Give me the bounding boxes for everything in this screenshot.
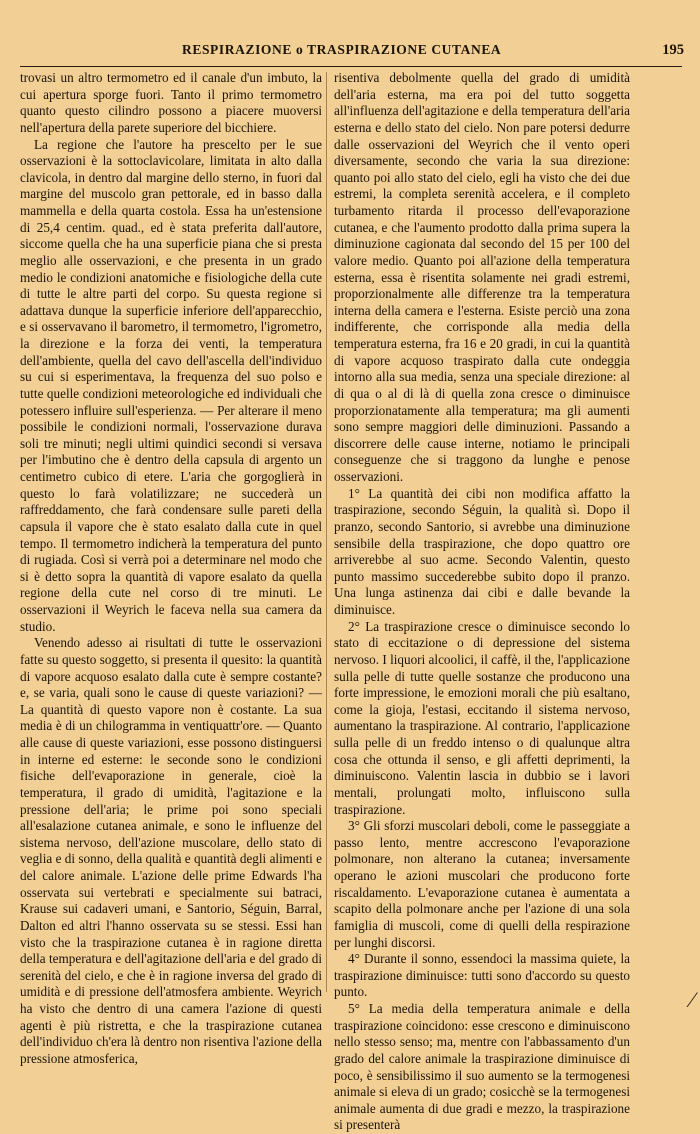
- paragraph: risentiva debolmente quella del grado di umidità dell'aria esterna, ma era poi del tutto soggetta all'influenza dell'agitazione e della temperatura dell'aria esterna e dello stato del cielo. Non pare potersi dedurre dalle osservazioni del Weyrich che il vento operi diversamente, secondo che varia la sua direzione: quanto poi allo stato del cielo, egli ha visto che dei due estremi, la completa serenità accelera, e il completo turbamento ritarda il processo dell'evaporazione cutanea, e che l'aumento prodotto dalla prima supera la diminuzione cagionata dal secondo del 15 per 100 del valore medio. Quanto poi all'azione della temperatura esterna, essa è risentita solamente nei gradi estremi, proporzionalmente alle differenze tra la temperatura interna della camera e l'esterna. Esiste perciò una zona indifferente, che corrisponde alla media della temperatura esterna, fra 16 e 20 gradi, in cui la quantità di vapore acquoso traspirato dalla cute ondeggia intorno alla sua media, senza una speciale direzione: al di qua o al di là di quella zona cresce o diminuisce proporzionatamente alla temperatura; ma gli aumenti sono sempre maggiori delle diminuzioni. Passando a discorrere delle cause interne, notiamo le principali conseguenze che si traggono da lunghe e penose osservazioni.: [334, 70, 630, 484]
- paragraph: 1° La quantità dei cibi non modifica affatto la traspirazione, secondo Séguin, la qualità sì. Dopo il pranzo, secondo Santorio, si avrebbe una diminuzione sensibile della traspirazione, che dopo quattro ore arriverebbe al suo acme. Secondo Valentin, questo punto massimo succederebbe subito dopo il pranzo. Una lunga astinenza dai cibi e dalle bevande la diminuisce.: [334, 485, 630, 617]
- paragraph: 5° La media della temperatura animale e della traspirazione coincidono: esse crescono e diminuiscono nello stesso senso; ma, mentre con l'abbassamento d'un grado del calore animale la traspirazione diminuisce di poco, è sensibilissimo il suo aumento se la termogenesi animale si eleva di un grado; cosicchè se la termogenesi animale aumenta di due gradi e mezzo, la traspirazione si presenterà: [334, 1001, 630, 1133]
- paragraph: 2° La traspirazione cresce o diminuisce secondo lo stato di eccitazione o di depressione del sistema nervoso. I liquori alcoolici, il caffè, il the, l'applicazione sulla pelle di tutte quelle sostanze che producono una forte impressione, le emozioni morali che più esaltano, come la gioja, l'estasi, eccitando il sistema nervoso, aumentano la traspirazione. Al contrario, l'applicazione sulla pelle di un freddo intenso o di qualunque altra cosa che ottunda il senso, e gli affetti deprimenti, la diminuiscono. Valentin lascia in dubbio se i lavori mentali, prolungati molto, influiscono sulla traspirazione.: [334, 618, 630, 817]
- header-rule: [20, 66, 682, 67]
- right-column: [334, 70, 630, 1134]
- paragraph: trovasi un altro termometro ed il canale d'un imbuto, la cui apertura sporge fuori. Tanto il primo termometro quanto questo cilindro possono a piacere muoversi nell'apertura della parete superiore del bicchiere.: [20, 70, 322, 135]
- paragraph: 4° Durante il sonno, essendoci la massima quiete, la traspirazione diminuisce: tutti sono d'accordo su questo punto.: [334, 951, 630, 1000]
- column-divider: [326, 72, 327, 992]
- page-header: [0, 42, 700, 66]
- running-title: RESPIRAZIONE o TRASPIRAZIONE CUTANEA: [182, 42, 502, 57]
- left-column: [20, 70, 322, 1068]
- pen-mark: ⁄: [690, 987, 694, 1012]
- paragraph: Venendo adesso ai risultati di tutte le osservazioni fatte su questo soggetto, si presenta il quesito: la quantità di vapore acquoso esalato dalla cute è sempre costante? e, se varia, quali sono le cause di queste variazioni? — La quantità di questo vapore non è costante. La sua media è di un chilogramma in ventiquattr'ore. — Quanto alle cause di queste variazioni, esse possono distinguersi in interne ed esterne: le seconde sono le condizioni fisiche dell'evaporazione in generale, cioè la temperatura, il grado di umidità, l'agitazione e la pressione dell'aria; le prime poi sono speciali all'esalazione cutanea animale, e sono le influenze del sistema nervoso, dell'azione muscolare, dello stato di veglia e di sonno, della qualità e quantità degli alimenti e del calore animale. L'azione delle prime Edwards l'ha osservata sui vertebrati e specialmente sui batraci, Krause sui cadaveri umani, e Santorio, Séguin, Barral, Dalton ed altri l'hanno osservata su se stessi. Essi han visto che la traspirazione cutanea è in ragione diretta della temperatura e dell'agitazione dell'aria e del grado di serenità del cielo, e che è in ragione inversa del grado di umidità e di pressione dell'atmosfera ambiente. Weyrich ha visto che dentro di una camera l'azione di questi agenti è più ristretta, e che la traspirazione cutanea dell'individuo ch'era là dentro non risentiva l'azione della pressione atmosferica,: [20, 635, 322, 1066]
- paragraph: La regione che l'autore ha prescelto per le sue osservazioni è la sottoclavicolare, limitata in alto dalla clavicola, in dentro dal margine dello sterno, in fuori dal margine del muscolo gran pettorale, ed in basso dalla mammella e della quarta costola. Essa ha un'estensione di 25,4 centim. quad., ed è stata preferita dall'autore, siccome quella che ha una superficie piana che si presta meglio alle osservazioni, e che presenta in un grado medio le condizioni anatomiche e fisiologiche della cute di tutte le altre parti del corpo. Su questa regione si adattava dunque la superficie inferiore dell'apparecchio, e si osservavano il barometro, il termometro, l'igrometro, la direzione e la forza dei venti, la temperatura dell'ambiente, quella del cavo dell'ascella dell'individuo su cui si esperimentava, la frequenza del suo polso e tutte quelle condizioni meteorologiche ed individuali che potessero influire sull'esperienza. — Per alterare il meno possibile le condizioni normali, l'osservazione durava soli tre minuti; negli ultimi quindici secondi si versava per l'imbutino che è dentro della capsula di argento un centimetro cubico di etere. L'aria che gorgoglierà in questo lo farà volatilizzare; ne succederà un raffreddamento, che farà condensare sulle pareti della capsula il vapore che è stato esalato dalla cute in quel tempo. Il termometro indicherà la temperatura del punto di rugiada. Così si verrà poi a determinare nel modo che si è detto sopra la quantità di vapore esalato da quella regione della cute nel corso di tre minuti. Le osservazioni il Weyrich le faceva nella sua camera da studio.: [20, 136, 322, 634]
- page-number: 195: [662, 42, 684, 58]
- paragraph: 3° Gli sforzi muscolari deboli, come le passeggiate a passo lento, mentre accrescono l'evaporazione polmonare, non alterano la cutanea; inversamente operano le azioni muscolari che producono forte riscaldamento. L'evaporazione cutanea è aumentata a scapito della polmonare anche per l'azione di una sola famiglia di muscoli, come di quelli della respirazione per lunghi discorsi.: [334, 818, 630, 950]
